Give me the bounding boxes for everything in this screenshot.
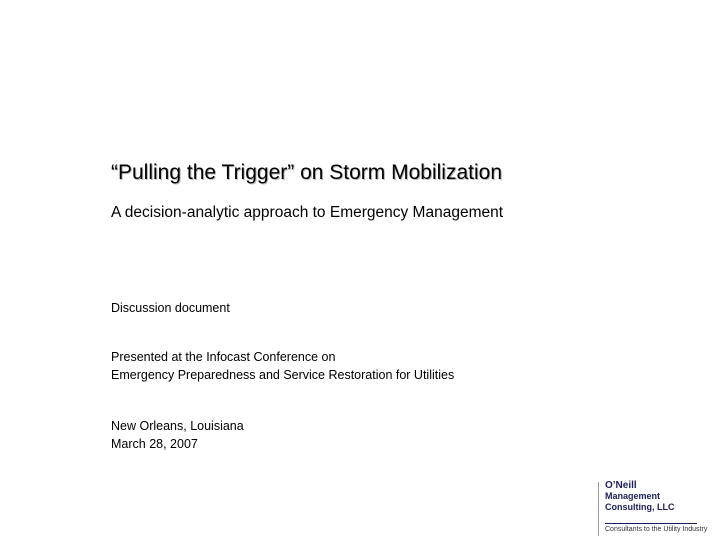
company-logo (598, 478, 708, 538)
presentation-venue (111, 348, 454, 384)
location-and-date (111, 417, 244, 453)
logo-tagline: Consultants to the Utility Industry (605, 526, 708, 533)
logo-line-1: O’Neill (605, 480, 637, 491)
logo-vertical-rule (598, 482, 599, 536)
presented-line-2: Emergency Preparedness and Service Restoration for Utilities (111, 368, 455, 382)
location-text: New Orleans, Louisiana (111, 419, 244, 433)
slide-subtitle: A decision-analytic approach to Emergency Management (111, 204, 504, 221)
document-type-label: Discussion document (111, 301, 230, 315)
logo-line-2: Management (605, 491, 661, 501)
logo-wordmark (605, 480, 675, 513)
presented-line-1: Presented at the Infocast Conference on (111, 350, 336, 364)
slide-title: “Pulling the Trigger” on Storm Mobilization (111, 161, 503, 184)
logo-divider (605, 523, 697, 524)
date-text: March 28, 2007 (111, 437, 198, 451)
logo-line-3: Consulting, LLC (605, 502, 675, 512)
